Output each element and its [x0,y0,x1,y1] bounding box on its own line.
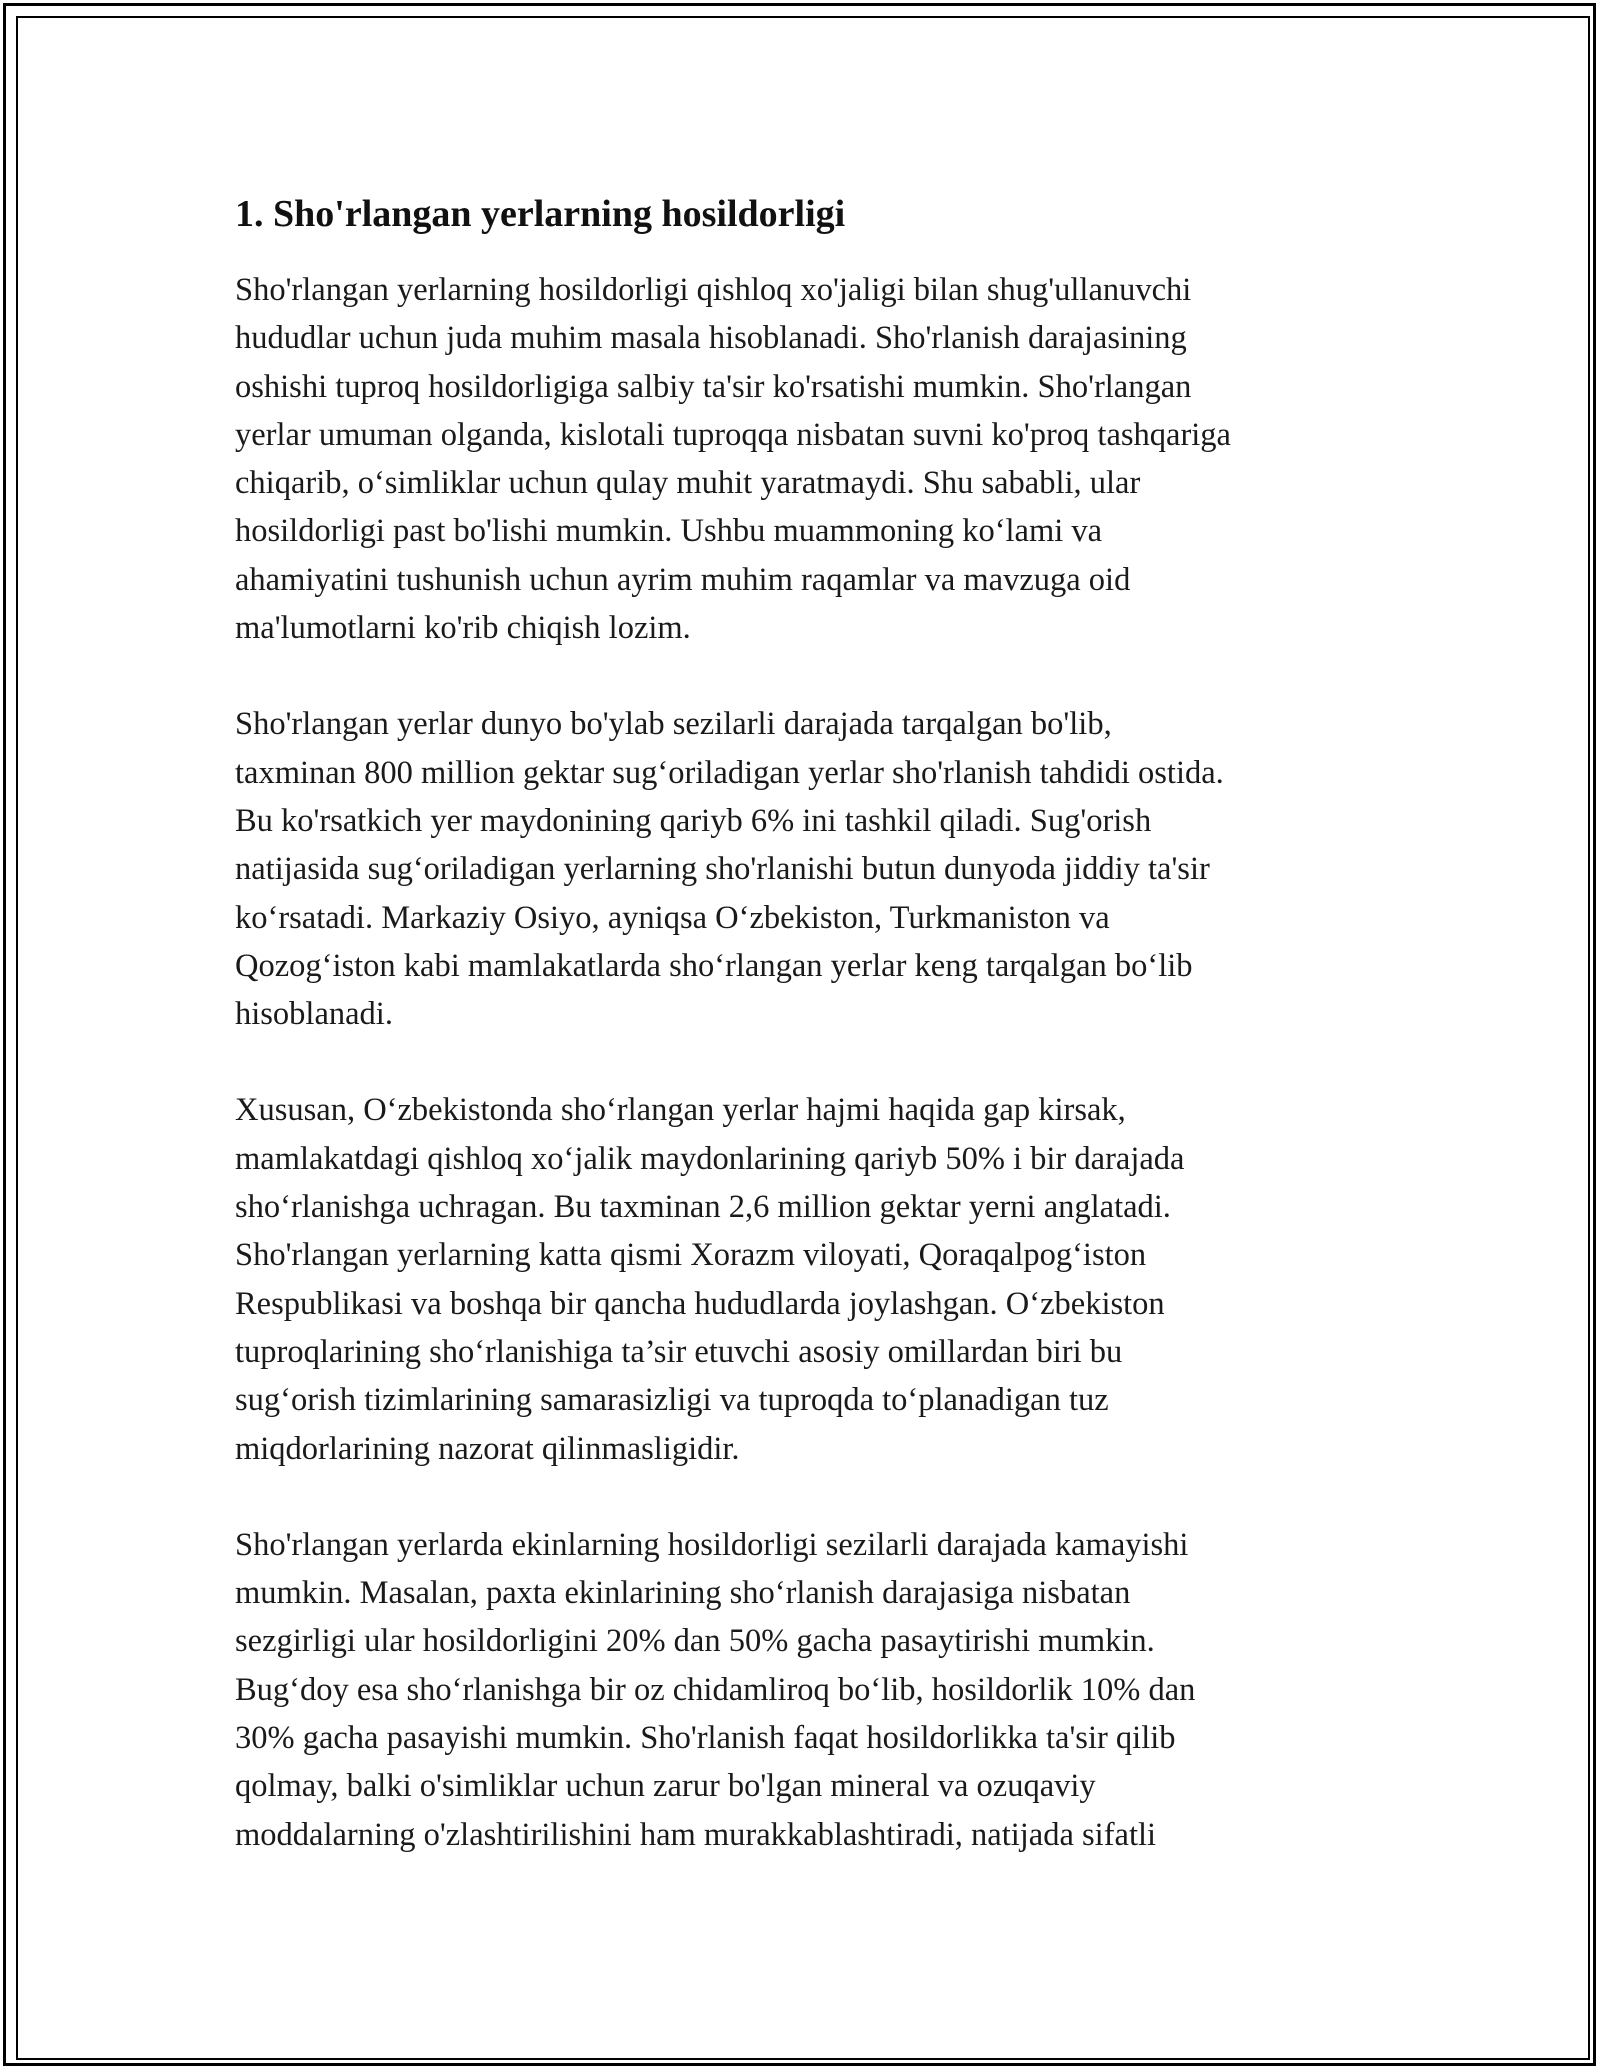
paragraph-line: miqdorlarining nazorat qilinmasligidir. [235,1430,740,1467]
paragraph-line: yerlar umuman olganda, kislotali tuproqqa nisbatan suvni ko'proq tashqariga [235,416,1231,453]
paragraph-line: tuproqlarining sho‘rlanishiga ta’sir etuvchi asosiy omillardan biri bu [235,1333,1123,1370]
paragraph-line: qolmay, balki o'simliklar uchun zarur bo'lgan mineral va ozuqaviy [235,1768,1096,1805]
paragraph-line: Xususan, O‘zbekistonda sho‘rlangan yerlar hajmi haqida gap kirsak, [235,1092,1126,1129]
paragraph-line: chiqarib, o‘simliklar uchun qulay muhit yaratmaydi. Shu sababli, ular [235,465,1141,502]
paragraph-line: sug‘orish tizimlarining samarasizligi va tuproqda to‘planadigan tuz [235,1382,1109,1419]
paragraph-line: Sho'rlangan yerlarning hosildorligi qishloq xo'jaligi bilan shug'ullanuvchi [235,272,1192,308]
paragraph-line: sezgirligi ular hosildorligini 20% dan 50% gacha pasaytirishi mumkin. [235,1623,1155,1660]
paragraph-line: Respublikasi va boshqa bir qancha hududlarda joylashgan. O‘zbekiston [235,1285,1165,1322]
paragraph-line: hisoblanadi. [235,996,393,1033]
paragraph-line: sho‘rlanishga uchragan. Bu taxminan 2,6 million gektar yerni anglatadi. [235,1189,1171,1226]
paragraph-line: oshishi tuproq hosildorligiga salbiy ta'sir ko'rsatishi mumkin. Sho'rlangan [235,368,1192,405]
paragraph-line: mumkin. Masalan, paxta ekinlarining sho‘rlanish darajasiga nisbatan [235,1575,1131,1612]
paragraph-line: Sho'rlangan yerlarning katta qismi Xorazm viloyati, Qoraqalpog‘iston [235,1237,1147,1274]
paragraph-line: Sho'rlangan yerlarda ekinlarning hosildorligi sezilarli darajada kamayishi [235,1526,1189,1563]
paragraph-line: Qozog‘iston kabi mamlakatlarda sho‘rlangan yerlar keng tarqalgan bo‘lib [235,947,1193,984]
paragraph-line: mamlakatdagi qishloq xo‘jalik maydonlarining qariyb 50% i bir darajada [235,1140,1185,1177]
paragraph-line: natijasida sug‘oriladigan yerlarning sho'rlanishi butun dunyoda jiddiy ta'sir [235,851,1210,888]
paragraph-2 [235,700,1375,1038]
paragraph-line: ko‘rsatadi. Markaziy Osiyo, ayniqsa O‘zbekiston, Turkmaniston va [235,899,1110,936]
paragraph-4 [235,1521,1375,1859]
paragraph-line: Bu ko'rsatkich yer maydonining qariyb 6% ini tashkil qiladi. Sug'orish [235,802,1152,839]
paragraph-line: 30% gacha pasayishi mumkin. Sho'rlanish faqat hosildorlikka ta'sir qilib [235,1720,1176,1757]
paragraph-line: ahamiyatini tushunish uchun ayrim muhim raqamlar va mavzuga oid [235,561,1131,598]
paragraph-line: Sho'rlangan yerlar dunyo bo'ylab sezilarli darajada tarqalgan bo'lib, [235,706,1112,743]
paragraph-3 [235,1086,1375,1472]
document-body [235,188,1375,1907]
paragraph-line: Bug‘doy esa sho‘rlanishga bir oz chidamliroq bo‘lib, hosildorlik 10% dan [235,1671,1196,1708]
paragraph-line: moddalarning o'zlashtirilishini ham murakkablashtiradi, natijada sifatli [235,1816,1157,1853]
section-heading: 1. Sho'rlangan yerlarning hosildorligi [235,193,846,235]
paragraph-line: ma'lumotlarni ko'rib chiqish lozim. [235,610,691,647]
paragraph-line: hosildorligi past bo'lishi mumkin. Ushbu muammoning ko‘lami va [235,513,1103,550]
paragraph-1 [235,266,1375,652]
paragraph-line: taxminan 800 million gektar sug‘oriladigan yerlar sho'rlanish tahdidi ostida. [235,754,1224,791]
paragraph-line: hududlar uchun juda muhim masala hisoblanadi. Sho'rlanish darajasining [235,320,1187,357]
